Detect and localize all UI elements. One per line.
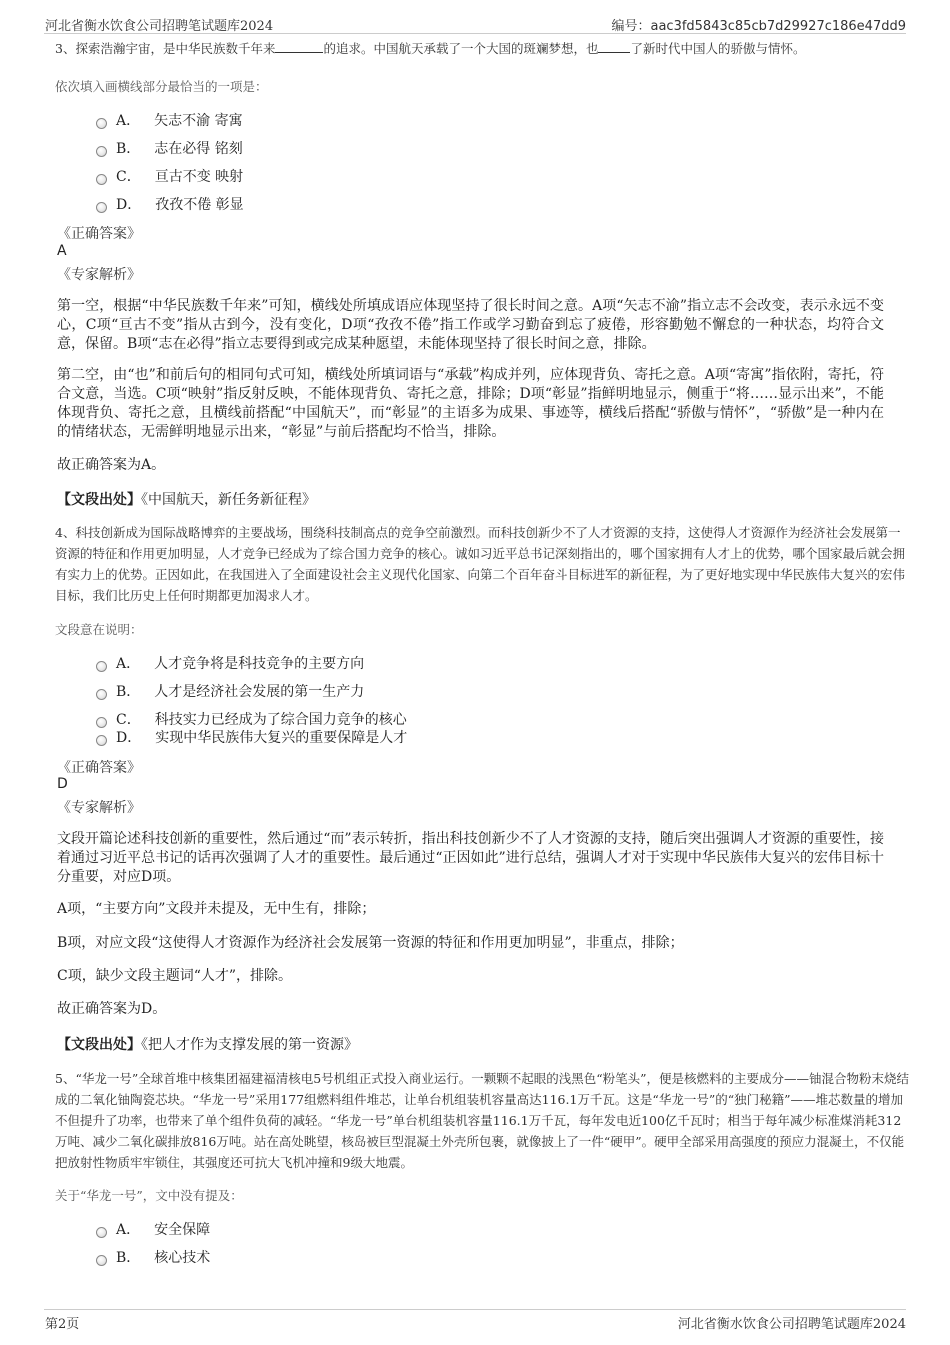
footer-divider [44, 1309, 906, 1310]
question-3-prompt: 依次填入画横线部分最恰当的一项是： [55, 79, 268, 94]
q4-analysis-heading: 《专家解析》 [57, 800, 141, 816]
q3-analysis-paragraph: 第一空，根据“中华民族数千年来”可知，横线处所填成语应体现坚持了很长时间之意。A项“矢志不渝”指立志不会改变，表示永远不变心，C项“亘古不变”指从古到今，没有变化，D项“孜孜不倦”指工作或学习勤奋到忘了疲倦，形容勤勉不懈怠的一种状态，均符合文意，保留。B项“志在必得”指立志要得到或完成某种愿望，未能体现坚持了很长时间之意，排除。 [57, 298, 884, 352]
option-text: 安全保障 [154, 1222, 211, 1238]
q4-answer-value: D [57, 776, 68, 792]
source-label: 【文段出处】 [57, 1037, 141, 1053]
option-label: C． [116, 169, 141, 185]
q3-source [57, 489, 316, 509]
header-divider [44, 33, 906, 34]
q4-analysis-conclusion: 故正确答案为D。 [57, 1001, 167, 1017]
question-3-text [55, 38, 910, 59]
q3-blank-1 [275, 41, 323, 53]
q4-option-d[interactable] [96, 727, 407, 747]
q3-option-d[interactable] [96, 194, 244, 214]
q3-blank-2 [598, 41, 630, 53]
header-title: 河北省衡水饮食公司招聘笔试题库2024 [45, 19, 274, 34]
option-text: 核心技术 [154, 1250, 211, 1266]
radio-icon[interactable] [96, 735, 107, 746]
q3-analysis-heading: 《专家解析》 [57, 267, 141, 283]
footer-title: 河北省衡水饮食公司招聘笔试题库2024 [677, 1317, 906, 1332]
option-label: B． [116, 684, 141, 700]
option-label: A． [116, 113, 141, 129]
option-label: C． [116, 712, 141, 728]
option-label: A． [116, 656, 141, 672]
radio-icon[interactable] [96, 661, 107, 672]
source-label: 【文段出处】 [57, 492, 141, 508]
q4-option-c[interactable] [96, 709, 407, 729]
question-4-text: 4、科技创新成为国际战略博弈的主要战场，围绕科技制高点的竞争空前激烈。而科技创新少不了人才资源的支持，这使得人才资源作为经济社会发展第一资源的特征和作用更加明显，人才竞争已经成为了综合国力竞争的核心。诚如习近平总书记深刻指出的，哪个国家拥有人才上的优势，哪个国家最后就会拥有实力上的优势。正因如此，在我国进入了全面建设社会主义现代化国家、向第二个百年奋斗目标进军的新征程，为了更好地实现中华民族伟大复兴的宏伟目标，我们比历史上任何时期都更加渴求人才。 [55, 525, 906, 603]
q3-answer-value: A [57, 243, 67, 259]
q4-source [57, 1034, 358, 1054]
question-4-prompt: 文段意在说明： [55, 622, 143, 637]
q3-text-part-b: 的追求。中国航天承载了一个大国的斑斓梦想，也 [323, 41, 599, 56]
source-title: 《把人才作为支撑发展的第一资源》 [141, 1037, 358, 1053]
option-text: 实现中华民族伟大复兴的重要保障是人才 [155, 730, 408, 746]
q4-analysis-paragraph: B项，对应文段“这使得人才资源作为经济社会发展第一资源的特征和作用更加明显”，非重点，排除； [57, 935, 684, 951]
q3-text-part-a: 3、探索浩瀚宇宙，是中华民族数千年来 [55, 41, 276, 56]
q4-analysis-paragraph: A项，“主要方向”文段并未提及，无中生有，排除； [57, 901, 376, 917]
q4-analysis-paragraph: C项，缺少文段主题词“人才”，排除。 [57, 968, 293, 984]
header-doc-id: 编号：aac3fd5843c85cb7d29927c186e47dd9 [611, 19, 906, 34]
q3-answer-heading: 《正确答案》 [57, 226, 141, 242]
option-label: D． [116, 730, 142, 746]
radio-icon[interactable] [96, 146, 107, 157]
question-5-prompt: 关于“华龙一号”，文中没有提及： [55, 1188, 243, 1203]
q3-analysis-conclusion: 故正确答案为A。 [57, 457, 166, 473]
radio-icon[interactable] [96, 717, 107, 728]
option-text: 亘古不变 映射 [154, 169, 244, 185]
q5-option-b[interactable] [96, 1247, 210, 1267]
q4-option-a[interactable] [96, 653, 364, 673]
option-text: 人才竞争将是科技竞争的主要方向 [154, 656, 365, 672]
option-text: 人才是经济社会发展的第一生产力 [154, 684, 365, 700]
source-title: 《中国航天，新任务新征程》 [141, 492, 316, 508]
question-5-text: 5、“华龙一号”全球首堆中核集团福建福清核电5号机组正式投入商业运行。一颗颗不起眼的浅黑色“粉笔头”，便是核燃料的主要成分——铀混合物粉末烧结成的二氧化铀陶瓷芯块。“华龙一号”采用177组燃料组件堆芯，让单台机组装机容量高达116.1万千瓦。这是“华龙一号”的“独门秘籍”——堆芯数量的增加不但提升了功率，也带来了单个组件负荷的减轻。“华龙一号”单台机组装机容量116.1万千瓦，每年发电近100亿千瓦时；相当于每年减少标准煤消耗312万吨、减少二氧化碳排放816万吨。站在高处眺望，核岛被巨型混凝土外壳所包裹，就像披上了一件“硬甲”。硬甲全部采用高强度的预应力混凝土，不仅能把放射性物质牢牢锁住，其强度还可抗大飞机冲撞和9级大地震。 [55, 1071, 909, 1170]
q3-option-a[interactable] [96, 110, 243, 130]
option-text: 孜孜不倦 彰显 [155, 197, 244, 213]
radio-icon[interactable] [96, 202, 107, 213]
option-label: B． [116, 1250, 141, 1266]
q4-analysis-paragraph: 文段开篇论述科技创新的重要性，然后通过“而”表示转折，指出科技创新少不了人才资源的支持，随后突出强调人才资源的重要性，接着通过习近平总书记的话再次强调了人才的重要性。最后通过“正因如此”进行总结，强调人才对于实现中华民族伟大复兴的宏伟目标十分重要，对应D项。 [57, 831, 884, 885]
q4-option-b[interactable] [96, 681, 364, 701]
q3-analysis-paragraph: 第二空，由“也”和前后句的相同句式可知，横线处所填词语与“承载”构成并列，应体现背负、寄托之意。A项“寄寓”指依附，寄托，符合文意，当选。C项“映射”指反射反映，不能体现背负、寄托之意，排除；D项“彰显”指鲜明地显示，侧重于“将……显示出来”，不能体现背负、寄托之意，且横线前搭配“中国航天”，而“彰显”的主语多为成果、事迹等，横线后搭配“骄傲与情怀”，“骄傲”是一种内在的情绪状态，无需鲜明地显示出来，“彰显”与前后搭配均不恰当，排除。 [57, 367, 884, 440]
footer-page-number: 第2页 [45, 1317, 80, 1332]
option-text: 矢志不渝 寄寓 [154, 113, 243, 129]
q4-answer-heading: 《正确答案》 [57, 760, 141, 776]
option-label: A． [116, 1222, 141, 1238]
q3-option-c[interactable] [96, 166, 243, 186]
radio-icon[interactable] [96, 174, 107, 185]
option-label: B． [116, 141, 141, 157]
option-text: 志在必得 铭刻 [154, 141, 243, 157]
radio-icon[interactable] [96, 118, 107, 129]
option-label: D． [116, 197, 142, 213]
radio-icon[interactable] [96, 1227, 107, 1238]
radio-icon[interactable] [96, 689, 107, 700]
q3-text-part-c: 了新时代中国人的骄傲与情怀。 [630, 41, 806, 56]
q5-option-a[interactable] [96, 1219, 210, 1239]
option-text: 科技实力已经成为了综合国力竞争的核心 [154, 712, 407, 728]
q3-option-b[interactable] [96, 138, 243, 158]
radio-icon[interactable] [96, 1255, 107, 1266]
